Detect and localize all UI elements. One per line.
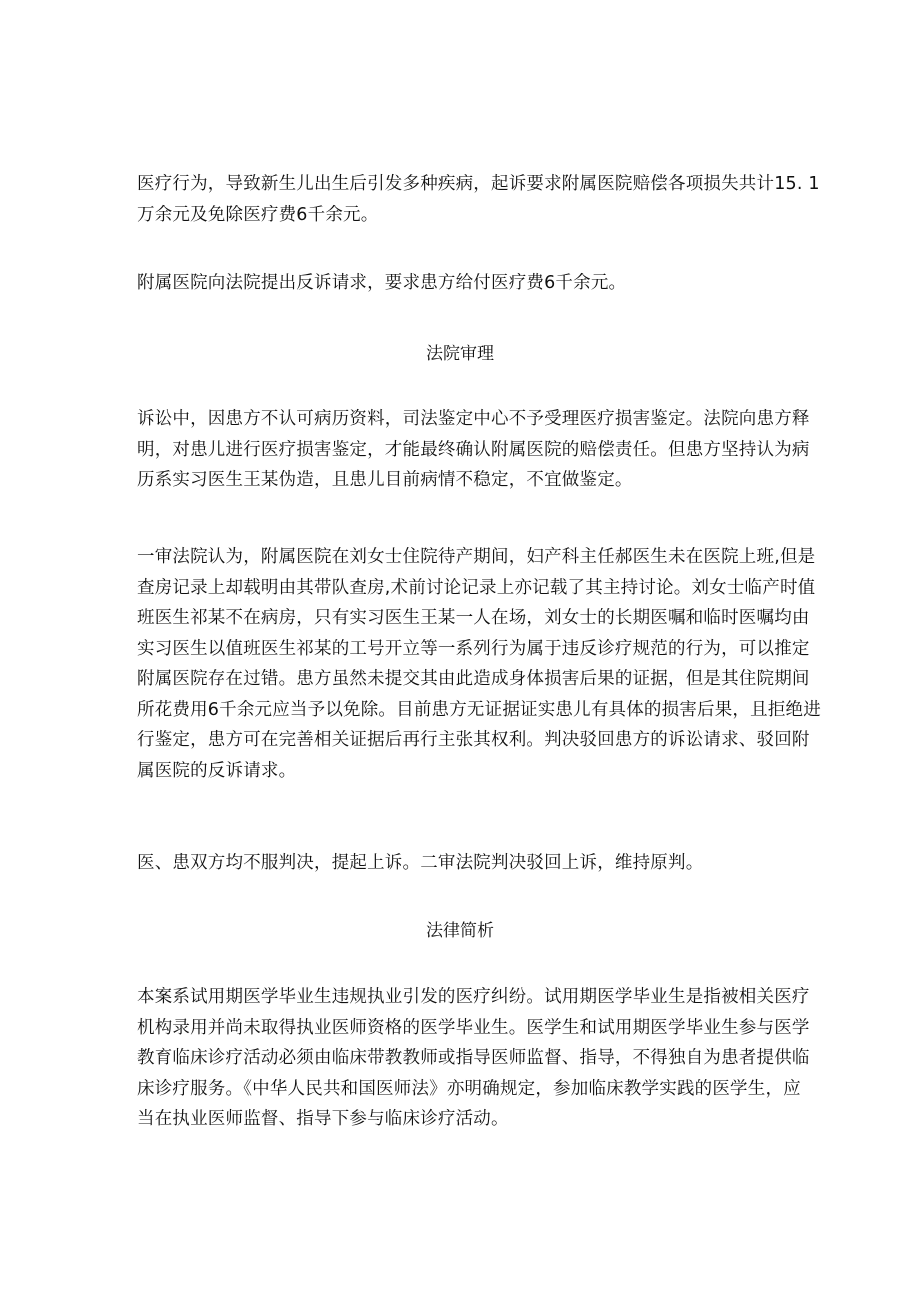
text-line: 一审法院认为，附属医院在刘女士住院待产期间，妇产科主任郝医生未在医院上班,但是 bbox=[137, 547, 816, 567]
text-line: 查房记录上却载明由其带队查房,术前讨论记录上亦记载了其主持讨论。刘女士临产时值 bbox=[137, 577, 816, 598]
paragraph-first-instance bbox=[137, 542, 821, 786]
text-line: 实习医生以值班医生祁某的工号开立等一系列行为属于违反诊疗规范的行为，可以推定 bbox=[137, 638, 810, 659]
text-line: 床诊疗服务。《中华人民共和国医师法》亦明确规定，参加临床教学实践的医学生，应 bbox=[137, 1078, 801, 1099]
paragraph-litigation bbox=[137, 404, 810, 496]
text-line: 教育临床诊疗活动必须由临床带教教师或指导医师监督、指导，不得独自为患者提供临 bbox=[137, 1048, 810, 1068]
section-heading-court-trial: 法院审理 bbox=[426, 344, 494, 364]
text-line: 医、患双方均不服判决，提起上诉。二审法院判决驳回上诉，维持原判。 bbox=[137, 853, 704, 873]
paragraph-counterclaim bbox=[137, 268, 797, 299]
text-line: 附属医院向法院提出反诉请求，要求患方给付医疗费6千余元。 bbox=[137, 273, 627, 293]
text-line: 医疗行为，导致新生儿出生后引发多种疾病，起诉要求附属医院赔偿各项损失共计15. 1 bbox=[137, 174, 820, 194]
text-line: 明，对患儿进行医疗损害鉴定，才能最终确认附属医院的赔偿责任。但患方坚持认为病 bbox=[137, 439, 810, 460]
paragraph-claim bbox=[137, 169, 820, 230]
text-line: 属医院的反诉请求。 bbox=[137, 760, 297, 781]
text-line: 附属医院存在过错。患方虽然未提交其由此造成身体损害后果的证据，但是其住院期间 bbox=[137, 669, 810, 689]
text-line: 机构录用并尚未取得执业医师资格的医学毕业生。医学生和试用期医学毕业生参与医学 bbox=[137, 1017, 810, 1038]
text-line: 历系实习医生王某伪造，且患儿目前病情不稳定，不宜做鉴定。 bbox=[137, 470, 633, 490]
paragraph-appeal bbox=[137, 848, 797, 879]
paragraph-legal-analysis bbox=[137, 982, 810, 1135]
text-line: 班医生祁某不在病房，只有实习医生王某一人在场，刘女士的长期医嘱和临时医嘱均由 bbox=[137, 608, 810, 628]
section-heading-legal-analysis: 法律简析 bbox=[426, 921, 494, 941]
text-line: 本案系试用期医学毕业生违规执业引发的医疗纠纷。试用期医学毕业生是指被相关医疗 bbox=[137, 987, 810, 1007]
text-line: 当在执业医师监督、指导下参与临床诊疗活动。 bbox=[137, 1109, 509, 1129]
text-line: 行鉴定，患方可在完善相关证据后再行主张其权利。判决驳回患方的诉讼请求、驳回附 bbox=[137, 730, 810, 750]
text-line: 诉讼中，因患方不认可病历资料，司法鉴定中心不予受理医疗损害鉴定。法院向患方释 bbox=[137, 409, 810, 429]
text-line: 万余元及免除医疗费6千余元。 bbox=[137, 204, 379, 225]
text-line: 所花费用6千余元应当予以免除。目前患方无证据证实患儿有具体的损害后果，且拒绝进 bbox=[137, 699, 821, 720]
